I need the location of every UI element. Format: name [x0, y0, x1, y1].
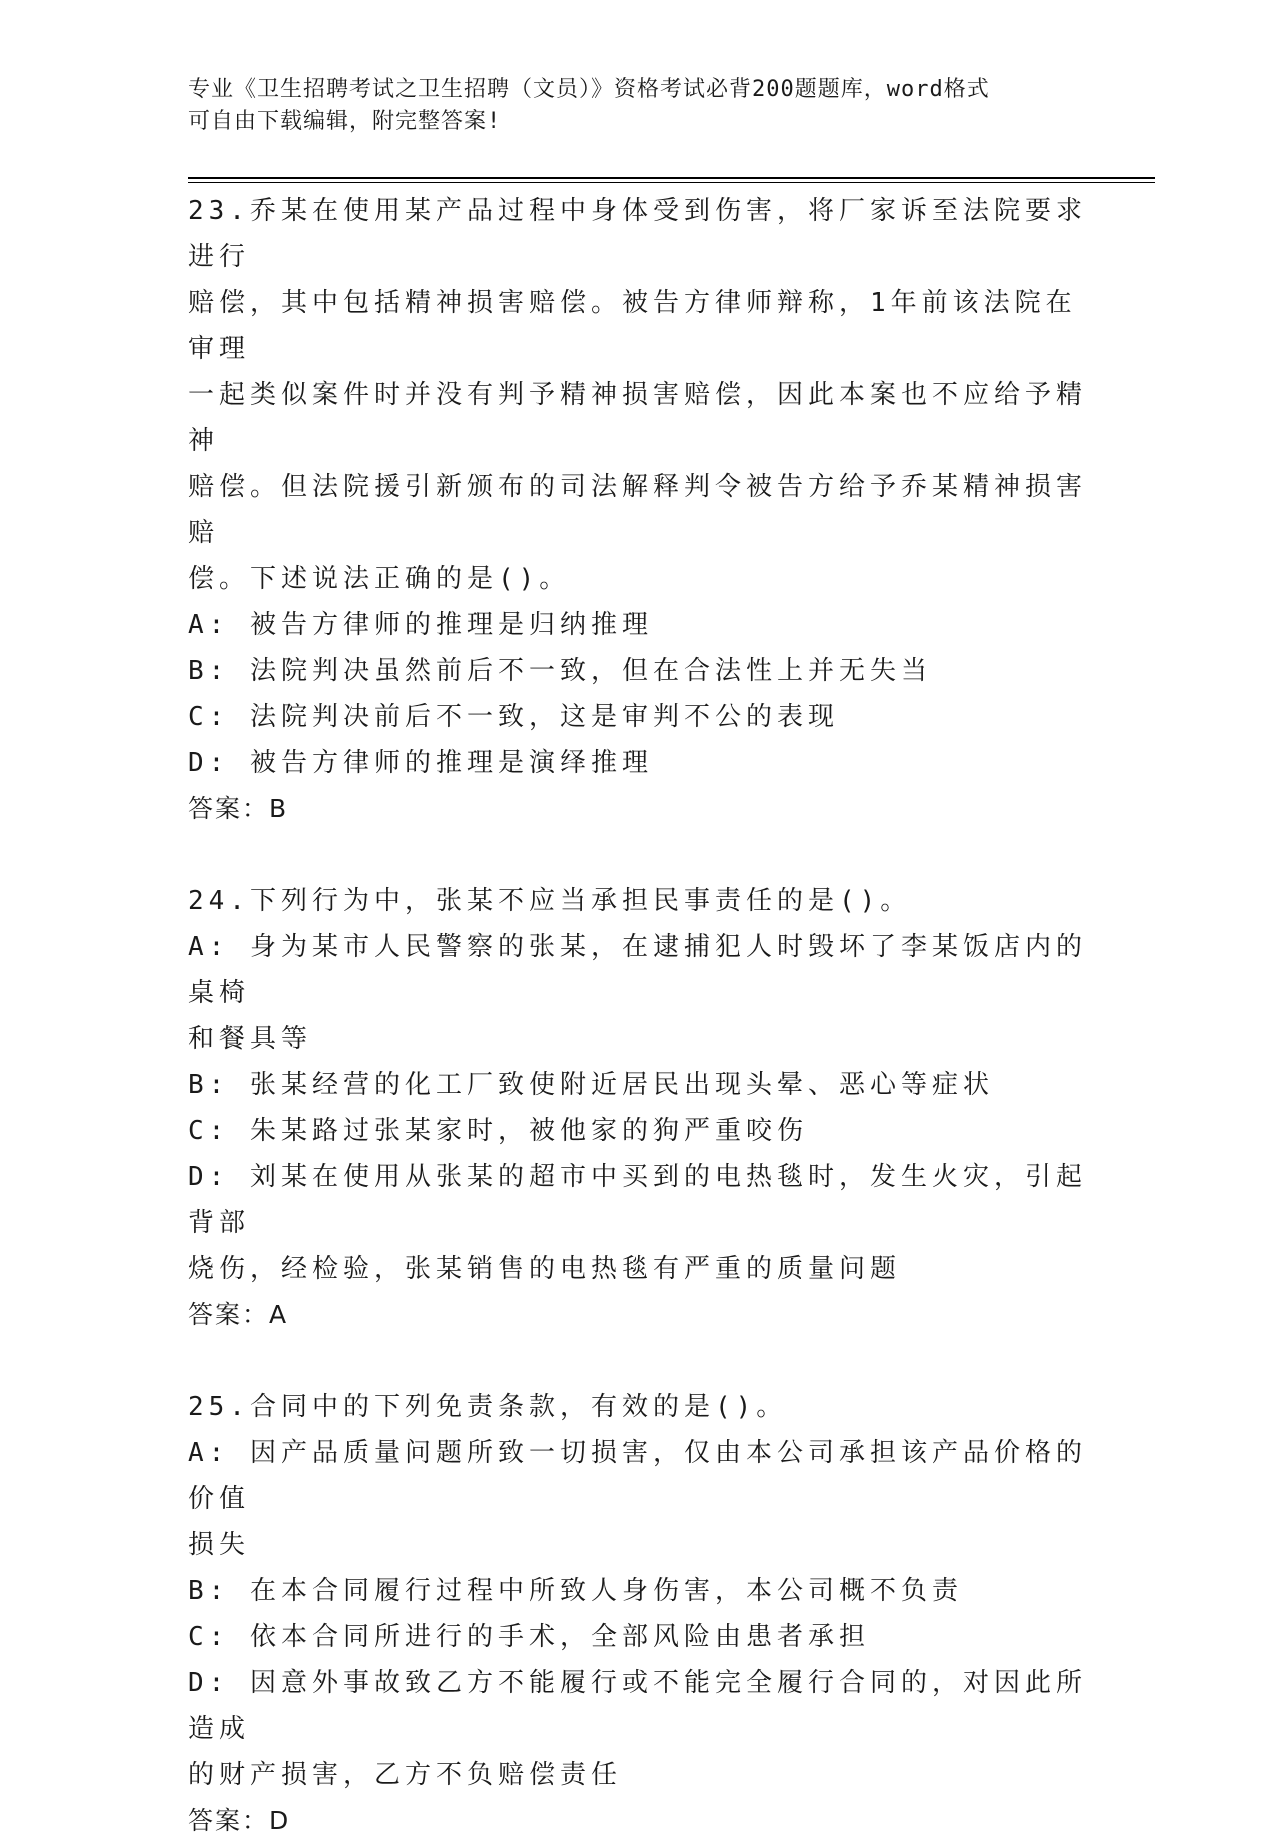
option-a: A: 因产品质量问题所致一切损害，仅由本公司承担该产品价格的价值 — [188, 1438, 1087, 1514]
option-a-continued: 和餐具等 — [188, 1024, 313, 1054]
header-divider-thick — [188, 177, 1155, 179]
question-spacer — [188, 1338, 1088, 1384]
option-d: D: 被告方律师的推理是演绎推理 — [188, 748, 653, 778]
question-stem-line: 23.乔某在使用某产品过程中身体受到伤害，将厂家诉至法院要求进行 — [188, 196, 1087, 272]
document-header — [188, 74, 1088, 138]
option-a-continued: 损失 — [188, 1530, 251, 1560]
option-a: A: 被告方律师的推理是归纳推理 — [188, 610, 653, 640]
option-d: D: 因意外事故致乙方不能履行或不能完全履行合同的，对因此所造成 — [188, 1668, 1087, 1744]
header-line-2: 可自由下载编辑，附完整答案! — [188, 109, 502, 134]
question-23 — [188, 188, 1088, 832]
question-spacer — [188, 832, 1088, 878]
question-stem-line: 偿。下述说法正确的是()。 — [188, 564, 571, 594]
option-d-continued: 的财产损害，乙方不负赔偿责任 — [188, 1760, 623, 1790]
answer-line: 答案：A — [188, 1300, 289, 1329]
question-stem-line: 赔偿。但法院援引新颁布的司法解释判令被告方给予乔某精神损害赔 — [188, 472, 1088, 548]
question-25 — [188, 1384, 1088, 1844]
question-stem-line: 24.下列行为中，张某不应当承担民事责任的是()。 — [188, 886, 912, 916]
question-stem-line: 赔偿，其中包括精神损害赔偿。被告方律师辩称，1年前该法院在审理 — [188, 288, 1077, 364]
option-a: A: 身为某市人民警察的张某，在逮捕犯人时毁坏了李某饭店内的桌椅 — [188, 932, 1087, 1008]
header-divider-thin — [188, 182, 1155, 183]
option-c: C: 依本合同所进行的手术，全部风险由患者承担 — [188, 1622, 870, 1652]
option-d-continued: 烧伤，经检验，张某销售的电热毯有严重的质量问题 — [188, 1254, 902, 1284]
option-c: C: 朱某路过张某家时，被他家的狗严重咬伤 — [188, 1116, 808, 1146]
option-b: B: 在本合同履行过程中所致人身伤害，本公司概不负责 — [188, 1576, 963, 1606]
option-b: B: 张某经营的化工厂致使附近居民出现头晕、恶心等症状 — [188, 1070, 994, 1100]
question-stem-line: 一起类似案件时并没有判予精神损害赔偿，因此本案也不应给予精神 — [188, 380, 1088, 456]
option-b: B: 法院判决虽然前后不一致，但在合法性上并无失当 — [188, 656, 932, 686]
question-stem-line: 25.合同中的下列免责条款，有效的是()。 — [188, 1392, 788, 1422]
option-c: C: 法院判决前后不一致，这是审判不公的表现 — [188, 702, 839, 732]
option-d: D: 刘某在使用从张某的超市中买到的电热毯时，发生火灾，引起背部 — [188, 1162, 1087, 1238]
answer-line: 答案：D — [188, 1806, 291, 1835]
question-list — [188, 188, 1088, 1844]
header-line-1: 专业《卫生招聘考试之卫生招聘（文员）》资格考试必背200题题库，word格式 — [188, 77, 990, 102]
question-24 — [188, 878, 1088, 1338]
answer-line: 答案：B — [188, 794, 289, 823]
